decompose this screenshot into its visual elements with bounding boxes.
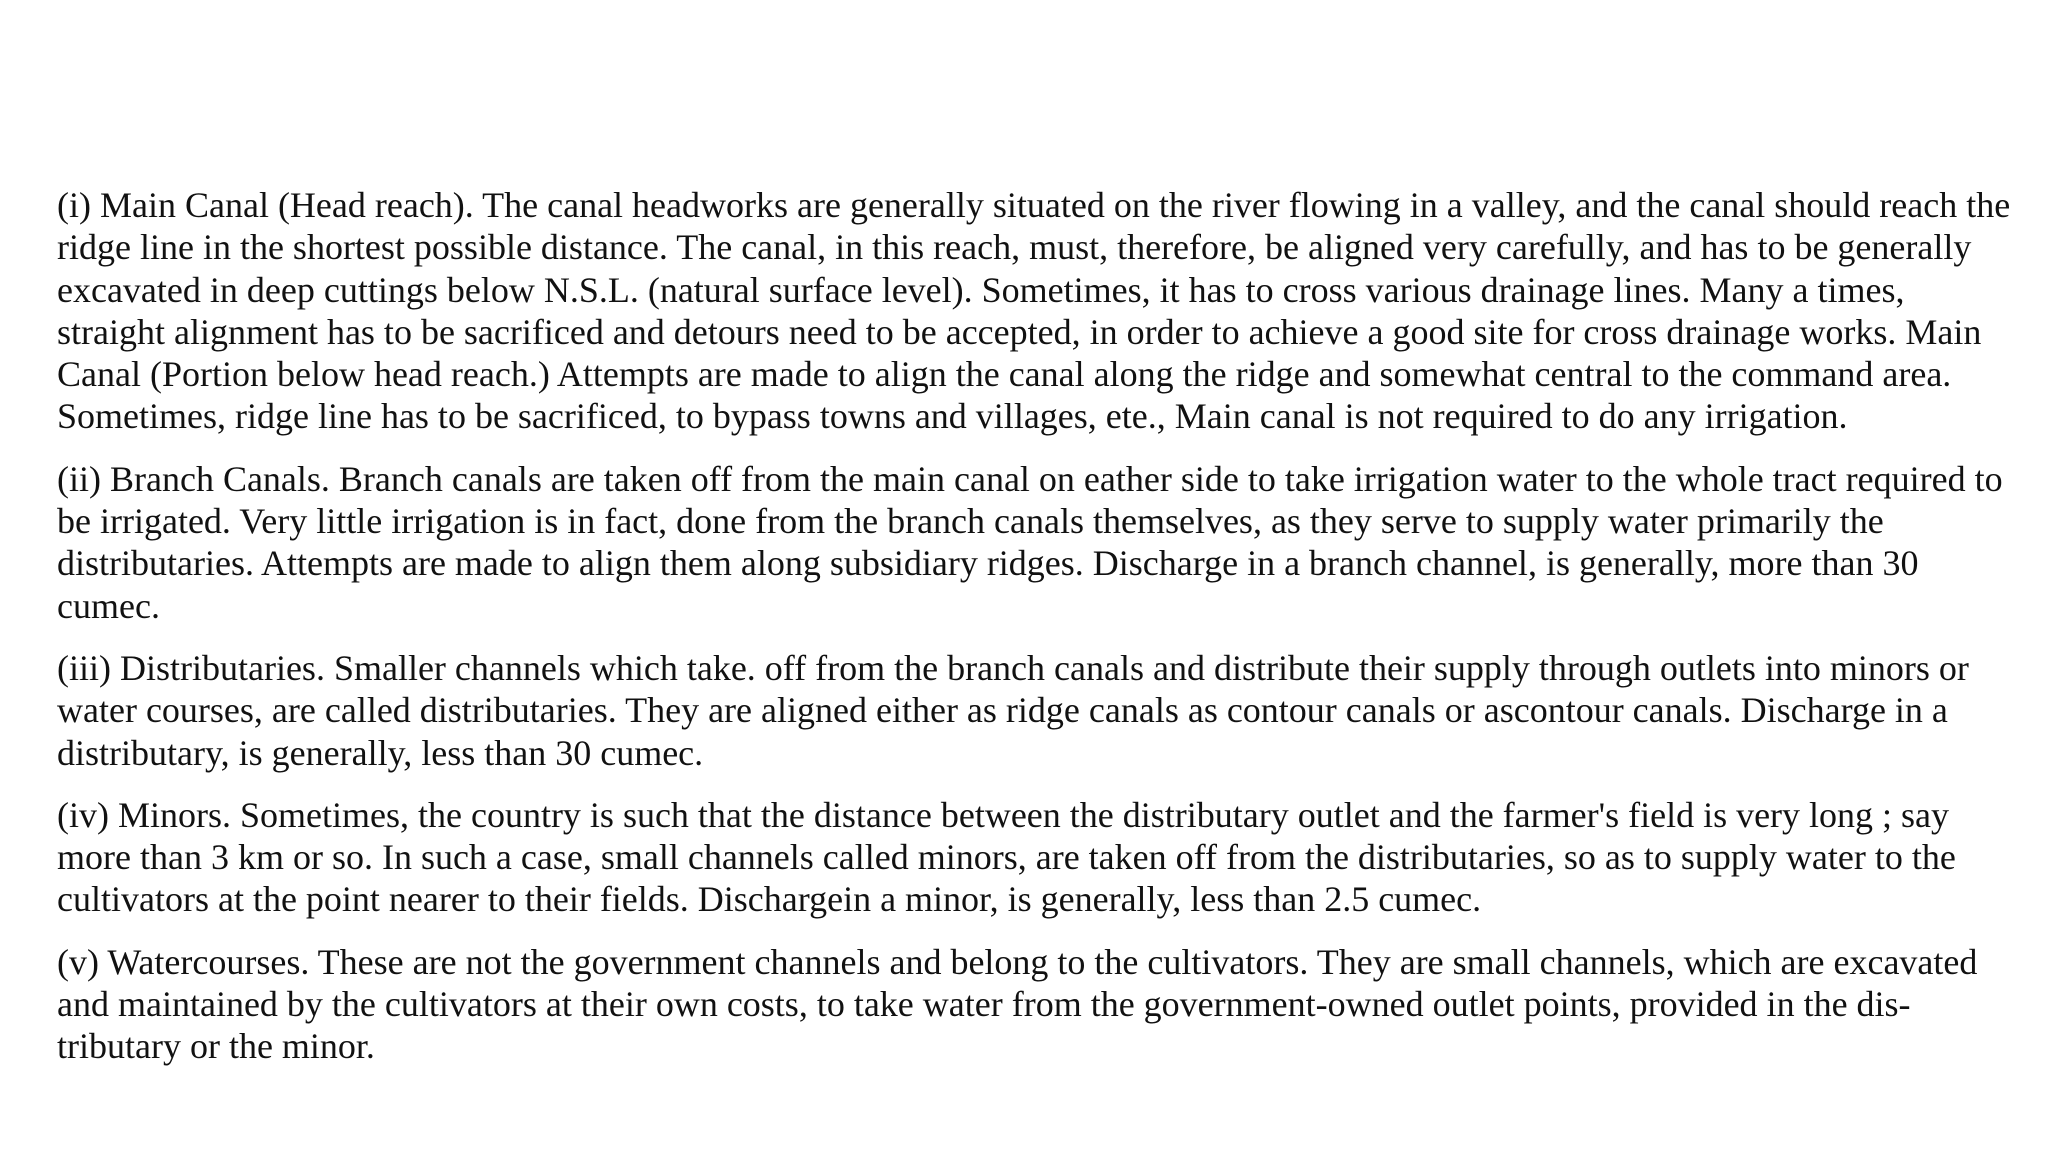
paragraph-distributaries: (iii) Distributaries. Smaller channels which take. off from the branch canals and distribute their supply through outlets into minors or water courses, are called distributaries. They are aligned either as ridge canals as contour canals or ascontour canals. Discharge in a distributary, is generally, less than 30 cumec. xyxy=(57,647,1969,773)
document-body xyxy=(57,184,2017,1088)
paragraph-minors: (iv) Minors. Sometimes, the country is such that the distance between the distributary outlet and the farmer's field is very long ; say more than 3 km or so. In such a case, small channels called minors, are taken off from the distributaries, so as to supply water to the cultivators at the point nearer to their fields. Dischargein a minor, is generally, less than 2.5 cumec. xyxy=(57,794,1956,920)
paragraph-main-canal: (i) Main Canal (Head reach). The canal headworks are generally situated on the river flowing in a valley, and the canal should reach the ridge line in the shortest possible distance. The canal, in this reach, must, therefore, be aligned very carefully, and has to be generally excavated in deep cuttings below N.S.L. (natural surface level). Sometimes, it has to cross various drainage lines. Many a times, straight alignment has to be sacrificed and detours need to be accepted, in order to achieve a good site for cross drainage works. Main Canal (Portion below head reach.) Attempts are made to align the canal along the ridge and somewhat central to the command area. Sometimes, ridge line has to be sacrificed, to bypass towns and villages, ete., Main canal is not required to do any irrigation. xyxy=(57,185,2011,437)
paragraph-watercourses: (v) Watercourses. These are not the government channels and belong to the cultivators. They are small channels, which are excavated and maintained by the cultivators at their own costs, to take water from the government-owned outlet points, provided in the dis-tributary or the minor. xyxy=(57,941,1978,1067)
paragraph-branch-canals: (ii) Branch Canals. Branch canals are taken off from the main canal on eather side to take irrigation water to the whole tract required to be irrigated. Very little irrigation is in fact, done from the branch canals themselves, as they serve to supply water primarily the distributaries. Attempts are made to align them along subsidiary ridges. Discharge in a branch channel, is generally, more than 30 cumec. xyxy=(57,458,2003,626)
